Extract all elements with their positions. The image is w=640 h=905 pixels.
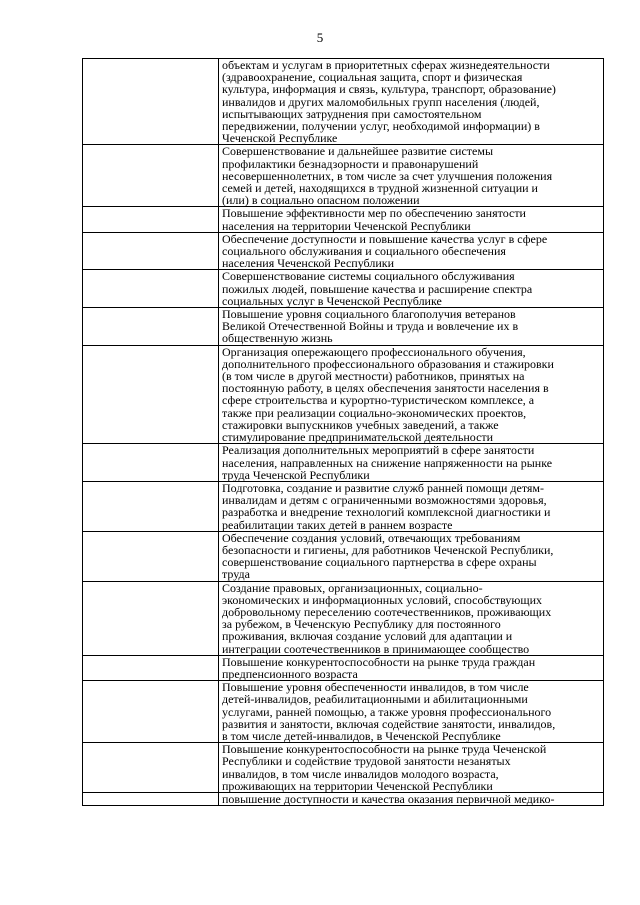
left-cell — [83, 145, 219, 207]
page-number: 5 — [316, 30, 324, 45]
table-row — [83, 743, 604, 793]
goal-text: Повышение уровня социального благополучия ветеранов Великой Отечественной Войны и труда и вовлечение их в общественную жизнь — [222, 307, 519, 346]
table-row — [83, 232, 604, 270]
goal-cell — [219, 207, 604, 232]
table-row — [83, 345, 604, 444]
goal-text: Повышение конкурентоспособности на рынке труда граждан предпенсионного возраста — [222, 654, 536, 681]
goal-cell — [219, 270, 604, 308]
goal-cell — [219, 681, 604, 743]
left-cell — [83, 655, 219, 680]
goals-table — [82, 58, 604, 806]
goal-cell — [219, 145, 604, 207]
goal-cell — [219, 232, 604, 270]
goal-text: Повышение конкурентоспособности на рынке труда Чеченской Республики и содействие трудовой занятости незанятых инвалидов, в том числе инвалидов молодого возраста, проживающих на территории Чеченской Республики — [222, 742, 547, 793]
goal-text: Обеспечение создания условий, отвечающих требованиям безопасности и гигиены, для работников Чеченской Республики, совершенствование социального партнерства в сфере охраны труда — [222, 530, 554, 582]
left-cell — [83, 345, 219, 444]
left-cell — [83, 59, 219, 145]
table-row — [83, 59, 604, 145]
table-row — [83, 581, 604, 655]
table-row — [83, 681, 604, 743]
table-row — [83, 655, 604, 680]
goals-table-body — [83, 59, 604, 806]
left-cell — [83, 308, 219, 346]
goal-text: Организация опережающего профессионального обучения, дополнительного профессионального образования и стажировки (в том числе в другой местности) работников, принятых на постоянную работу, в целях обеспечения занятости населения в сфере строительства и курортно-туристическом комплексе, а также при реализации социально-экономических проектов, стажировки выпускников учебных заведений, а также стимулирование предпринимательской деятельности — [222, 344, 554, 445]
table-row — [83, 531, 604, 581]
left-cell — [83, 681, 219, 743]
table-row — [83, 145, 604, 207]
goal-text: Повышение уровня обеспеченности инвалидов, в том числе детей-инвалидов, реабилитационными и абилитационными услугами, ранней помощью, а также уровня профессионального развития и занятости, включая содействие занятости, инвалидов, в том числе детей-инвалидов, в Чеченской Республике — [222, 680, 556, 743]
goal-text: Повышение эффективности мер по обеспечению занятости населения на территории Чеченской Республики — [222, 206, 526, 233]
goal-text: Совершенствование системы социального обслуживания пожилых людей, повышение качества и расширение спектра социальных услуг в Чеченской Республике — [222, 269, 533, 308]
table-row — [83, 481, 604, 531]
table-row — [83, 308, 604, 346]
goal-cell — [219, 444, 604, 482]
left-cell — [83, 792, 219, 805]
table-row — [83, 270, 604, 308]
goal-cell — [219, 655, 604, 680]
goal-cell — [219, 531, 604, 581]
goal-text: объектам и услугам в приоритетных сферах жизнедеятельности (здравоохранение, социальная защита, спорт и физическая культура, информация и связь, культура, транспорт, образование) инвалидов и других маломобильных групп населения (людей, испытывающих затруднения при самостоятельном передвижении, получении услуг, необходимой информации) в Чеченской Республике — [222, 58, 556, 146]
goal-cell — [219, 581, 604, 655]
left-cell — [83, 232, 219, 270]
goal-text: Совершенствование и дальнейшее развитие системы профилактики безнадзорности и правонарушений несовершеннолетних, в том числе за счет улучшения положения семей и детей, находящихся в трудной жизненной ситуации и (или) в социально опасном положении — [222, 144, 553, 208]
goal-text: Подготовка, создание и развитие служб ранней помощи детям- инвалидам и детям с ограниченными возможностями здоровья, разработка и внедрение технологий комплексной диагностики и реабилитации таких детей в раннем возрасте — [222, 480, 551, 532]
left-cell — [83, 581, 219, 655]
goal-text: Обеспечение доступности и повышение качества услуг в сфере социального обслуживания и социального обеспечения населения Чеченской Республики — [222, 231, 548, 271]
left-cell — [83, 531, 219, 581]
table-row — [83, 207, 604, 232]
goal-text: Создание правовых, организационных, социально- экономических и информационных условий, способствующих добровольному переселению соотечественников, проживающих за рубежом, в Чеченскую Республику для постоянного проживания, включая создание условий для адаптации и интеграции соотечественников в принимающее сообщество — [222, 580, 552, 656]
goal-cell — [219, 59, 604, 145]
table-row — [83, 444, 604, 482]
left-cell — [83, 444, 219, 482]
goal-cell — [219, 345, 604, 444]
goal-cell — [219, 743, 604, 793]
left-cell — [83, 270, 219, 308]
goal-text: повышение доступности и качества оказания первичной медико- — [222, 791, 555, 806]
goal-cell — [219, 792, 604, 805]
goal-text: Реализация дополнительных мероприятий в сфере занятости населения, направленных на снижение напряженности на рынке труда Чеченской Республики — [222, 443, 553, 482]
left-cell — [83, 743, 219, 793]
left-cell — [83, 481, 219, 531]
left-cell — [83, 207, 219, 232]
goal-cell — [219, 308, 604, 346]
goal-cell — [219, 481, 604, 531]
table-row — [83, 792, 604, 805]
